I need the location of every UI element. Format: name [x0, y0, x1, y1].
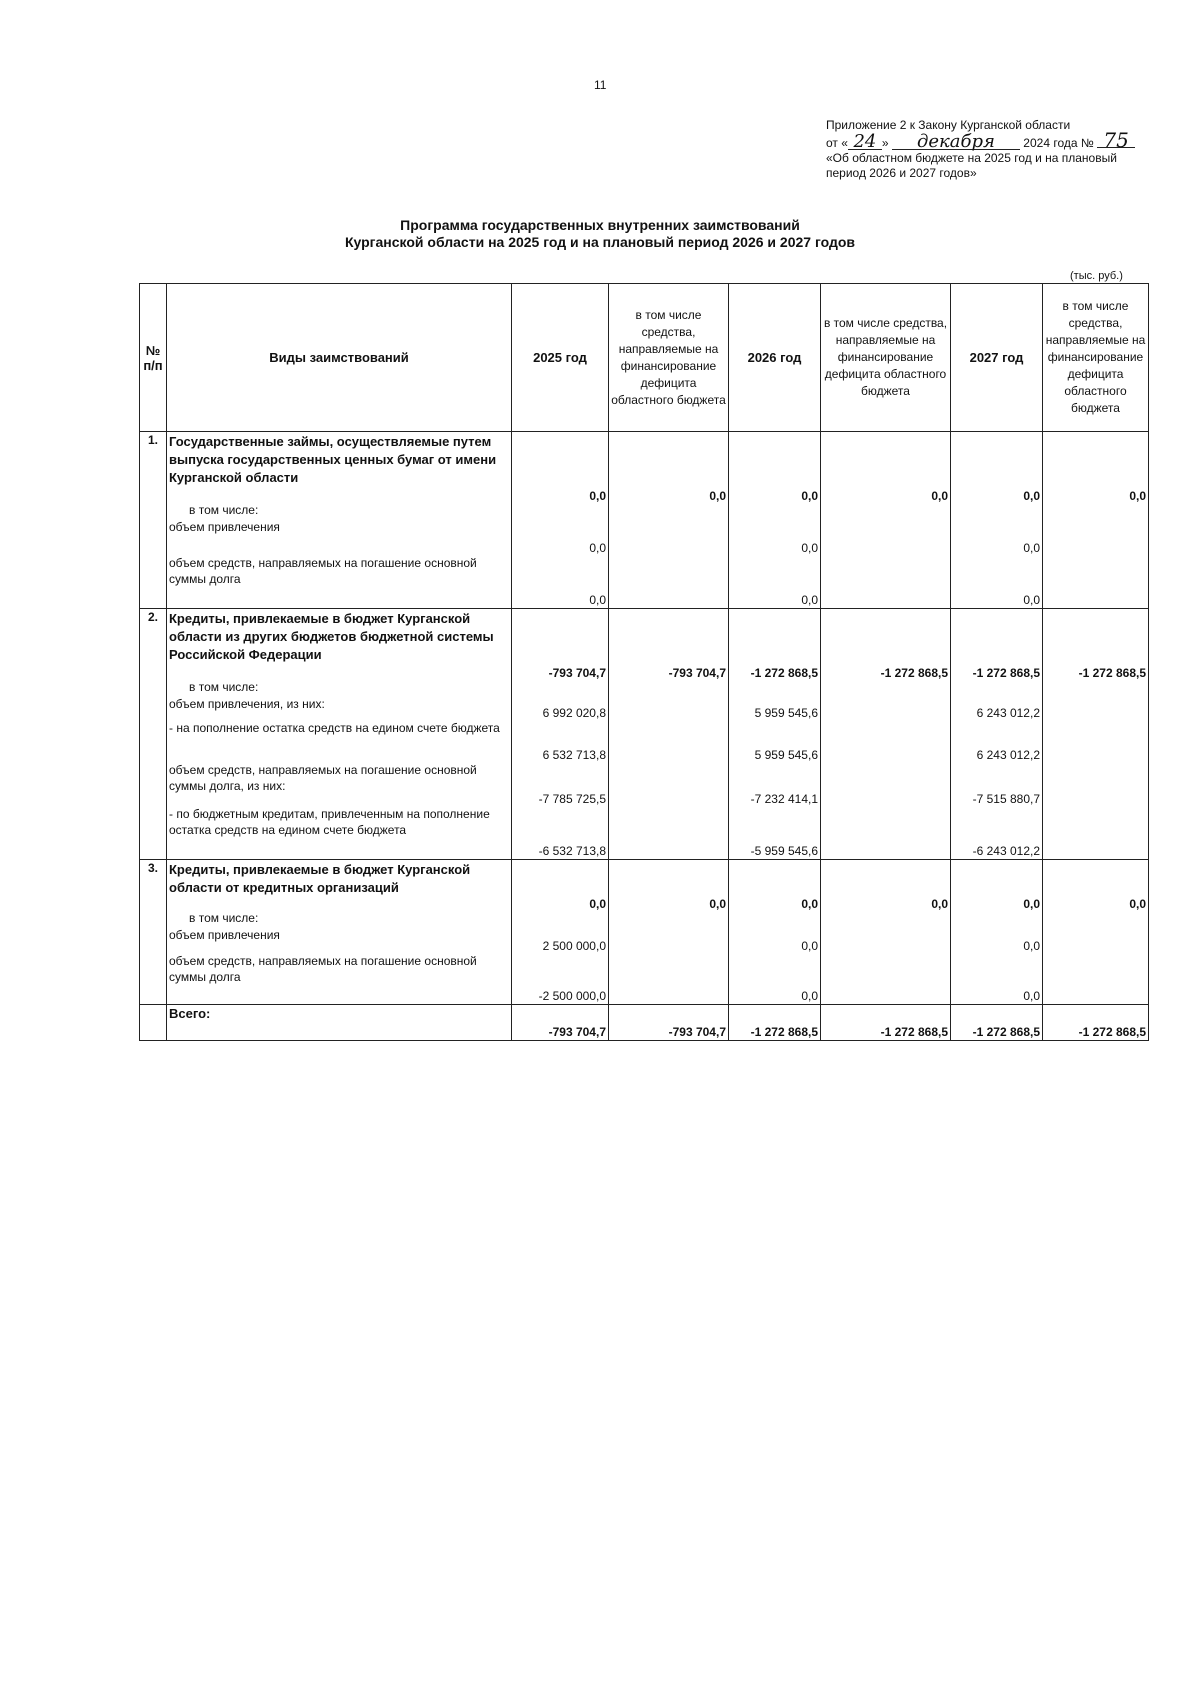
sub-row-value [1045, 696, 1146, 720]
value-cell [951, 609, 1043, 860]
section-number: 2. [140, 609, 167, 860]
spacer [953, 680, 1040, 696]
value-cell [951, 860, 1043, 1005]
sub-row-value [823, 720, 948, 762]
appendix-line-3: «Об областном бюджете на 2025 год и на плановый [826, 151, 1117, 165]
section-total-value: -793 704,7 [668, 666, 726, 680]
value-cell [609, 432, 729, 609]
header-2027: 2027 год [951, 284, 1043, 432]
sub-row-value: 0,0 [589, 541, 606, 555]
appendix-line-1: Приложение 2 к Закону Курганской области [826, 118, 1071, 132]
spacer [731, 680, 818, 696]
sub-row-value [823, 806, 948, 858]
sub-row-label: объем привлечения, из них: [169, 697, 325, 711]
section-number: 3. [140, 860, 167, 1005]
section-total-value: 0,0 [1129, 489, 1146, 503]
page-number: 11 [594, 78, 607, 92]
total-value: -793 704,7 [609, 1005, 729, 1041]
section-total-value: 0,0 [709, 489, 726, 503]
total-value: -1 272 868,5 [951, 1005, 1043, 1041]
spacer [1045, 680, 1146, 696]
section-total-value: -1 272 868,5 [972, 666, 1040, 680]
total-value: -793 704,7 [512, 1005, 609, 1041]
value-cell [1043, 860, 1149, 1005]
borrowing-table [139, 283, 1149, 1041]
section-labels [167, 432, 512, 609]
sub-row-value [611, 762, 726, 806]
appendix-header [826, 118, 1156, 181]
section-number: 1. [140, 432, 167, 609]
section-labels [167, 860, 512, 1005]
header-num: № п/п [140, 284, 167, 432]
total-row [140, 1005, 1149, 1041]
total-num [140, 1005, 167, 1041]
spacer [611, 503, 726, 519]
sub-row-value: 0,0 [801, 593, 818, 607]
section-title: Государственные займы, осуществляемые путем выпуска государственных ценных бумаг от имени Курганской области [169, 434, 497, 485]
header-kind: Виды заимствований [167, 284, 512, 432]
sub-row-value: 0,0 [1023, 989, 1040, 1003]
header-2026: 2026 год [729, 284, 821, 432]
sub-row-value [611, 806, 726, 858]
sub-row-value: 6 243 012,2 [976, 706, 1040, 720]
sub-row-value: 5 959 545,6 [754, 706, 818, 720]
sub-row-value [823, 762, 948, 806]
appendix-day: 24 [848, 135, 882, 150]
sub-row-value [1045, 519, 1146, 555]
section-row [140, 609, 1149, 860]
section-total-value: 0,0 [1023, 897, 1040, 911]
sub-row-value: 0,0 [801, 541, 818, 555]
section-total-value: -793 704,7 [548, 666, 606, 680]
section-total-value: 0,0 [931, 897, 948, 911]
section-total-value: 0,0 [709, 897, 726, 911]
spacer [611, 911, 726, 927]
sub-row-value: -5 959 545,6 [750, 844, 818, 858]
section-row [140, 432, 1149, 609]
value-cell [729, 860, 821, 1005]
sub-row-value [823, 696, 948, 720]
sub-row-value [1045, 806, 1146, 858]
sub-row-value: 6 243 012,2 [976, 748, 1040, 762]
appendix-line-4: период 2026 и 2027 годов» [826, 166, 977, 180]
spacer [514, 911, 606, 927]
spacer [823, 503, 948, 519]
total-value: -1 272 868,5 [1043, 1005, 1149, 1041]
sub-row-label: - на пополнение остатка средств на едином счете бюджета [169, 721, 500, 735]
value-cell [512, 860, 609, 1005]
spacer [1045, 911, 1146, 927]
spacer [611, 680, 726, 696]
sub-row-value: -7 232 414,1 [750, 792, 818, 806]
value-cell [512, 609, 609, 860]
total-value: -1 272 868,5 [821, 1005, 951, 1041]
spacer [823, 680, 948, 696]
title-line-2: Курганской области на 2025 год и на плановый период 2026 и 2027 годов [344, 234, 856, 250]
sub-row-value: 0,0 [1023, 541, 1040, 555]
appendix-from: от « [826, 136, 848, 150]
value-cell [1043, 432, 1149, 609]
appendix-line-2 [826, 128, 1156, 152]
spacer [823, 911, 948, 927]
section-labels [167, 609, 512, 860]
units-label: (тыс. руб.) [1070, 270, 1123, 282]
spacer [731, 911, 818, 927]
including-label: в том числе: [189, 680, 259, 694]
sub-row-label: объем средств, направляемых на погашение основной суммы долга [169, 954, 477, 984]
sub-row-value [823, 927, 948, 953]
sub-row-label: объем привлечения [169, 520, 280, 534]
header-incl-2027: в том числе средства, направляемые на финансирование дефицита областного бюджета [1043, 284, 1149, 432]
sub-row-value [1045, 953, 1146, 1003]
spacer [953, 503, 1040, 519]
sub-row-value [1045, 927, 1146, 953]
including-label: в том числе: [189, 911, 259, 925]
value-cell [609, 609, 729, 860]
spacer [514, 503, 606, 519]
sub-row-value [611, 696, 726, 720]
sub-row-label: объем средств, направляемых на погашение основной суммы долга [169, 556, 477, 586]
appendix-month: декабря [892, 135, 1020, 150]
appendix-mid: » [881, 136, 889, 150]
spacer [731, 503, 818, 519]
section-title: Кредиты, привлекаемые в бюджет Курганской области из других бюджетов бюджетной системы Российской Федерации [169, 611, 494, 662]
sub-row-value [1045, 720, 1146, 762]
sub-row-value [823, 555, 948, 607]
sub-row-value: -6 532 713,8 [538, 844, 606, 858]
sub-row-value [611, 953, 726, 1003]
sub-row-value: 6 992 020,8 [542, 706, 606, 720]
sub-row-value: 2 500 000,0 [542, 939, 606, 953]
section-total-value: -1 272 868,5 [880, 666, 948, 680]
sub-row-value: 0,0 [1023, 593, 1040, 607]
sub-row-value: 0,0 [1023, 939, 1040, 953]
sub-row-value: -7 515 880,7 [972, 792, 1040, 806]
section-total-value: -1 272 868,5 [1078, 666, 1146, 680]
section-total-value: 0,0 [1023, 489, 1040, 503]
sub-row-label: - по бюджетным кредитам, привлеченным на пополнение остатка средств на едином счете бюджета [169, 807, 490, 837]
sub-row-value [823, 953, 948, 1003]
value-cell [821, 860, 951, 1005]
value-cell [821, 609, 951, 860]
sub-row-label: объем средств, направляемых на погашение основной суммы долга, из них: [169, 763, 477, 793]
value-cell [951, 432, 1043, 609]
sub-row-value: -7 785 725,5 [538, 792, 606, 806]
section-total-value: 0,0 [589, 897, 606, 911]
section-total-value: 0,0 [931, 489, 948, 503]
section-total-value: 0,0 [589, 489, 606, 503]
document-title [0, 217, 1200, 251]
spacer [1045, 503, 1146, 519]
value-cell [609, 860, 729, 1005]
appendix-number: 75 [1097, 133, 1135, 148]
value-cell [821, 432, 951, 609]
header-2025: 2025 год [512, 284, 609, 432]
sub-row-value [611, 720, 726, 762]
spacer [514, 680, 606, 696]
value-cell [512, 432, 609, 609]
sub-row-value: -6 243 012,2 [972, 844, 1040, 858]
section-total-value: 0,0 [801, 897, 818, 911]
section-total-value: 0,0 [1129, 897, 1146, 911]
sub-row-label: объем привлечения [169, 928, 280, 942]
section-total-value: -1 272 868,5 [750, 666, 818, 680]
section-total-value: 0,0 [801, 489, 818, 503]
sub-row-value: -2 500 000,0 [538, 989, 606, 1003]
header-incl-2026: в том числе средства, направляемые на финансирование дефицита областного бюджета [821, 284, 951, 432]
spacer [953, 911, 1040, 927]
value-cell [1043, 609, 1149, 860]
section-row [140, 860, 1149, 1005]
sub-row-value: 6 532 713,8 [542, 748, 606, 762]
total-value: -1 272 868,5 [729, 1005, 821, 1041]
value-cell [729, 609, 821, 860]
including-label: в том числе: [189, 503, 259, 517]
sub-row-value [611, 555, 726, 607]
sub-row-value [1045, 555, 1146, 607]
title-line-1: Программа государственных внутренних заимствований [400, 217, 800, 233]
sub-row-value [611, 519, 726, 555]
sub-row-value: 0,0 [801, 939, 818, 953]
sub-row-value [823, 519, 948, 555]
sub-row-value [611, 927, 726, 953]
value-cell [729, 432, 821, 609]
appendix-year: 2024 года № [1023, 136, 1094, 150]
section-title: Кредиты, привлекаемые в бюджет Курганской области от кредитных организаций [169, 862, 471, 895]
sub-row-value: 0,0 [801, 989, 818, 1003]
sub-row-value: 5 959 545,6 [754, 748, 818, 762]
sub-row-value: 0,0 [589, 593, 606, 607]
sub-row-value [1045, 762, 1146, 806]
header-incl-2025: в том числе средства, направляемые на финансирование дефицита областного бюджета [609, 284, 729, 432]
total-label: Всего: [167, 1005, 512, 1041]
